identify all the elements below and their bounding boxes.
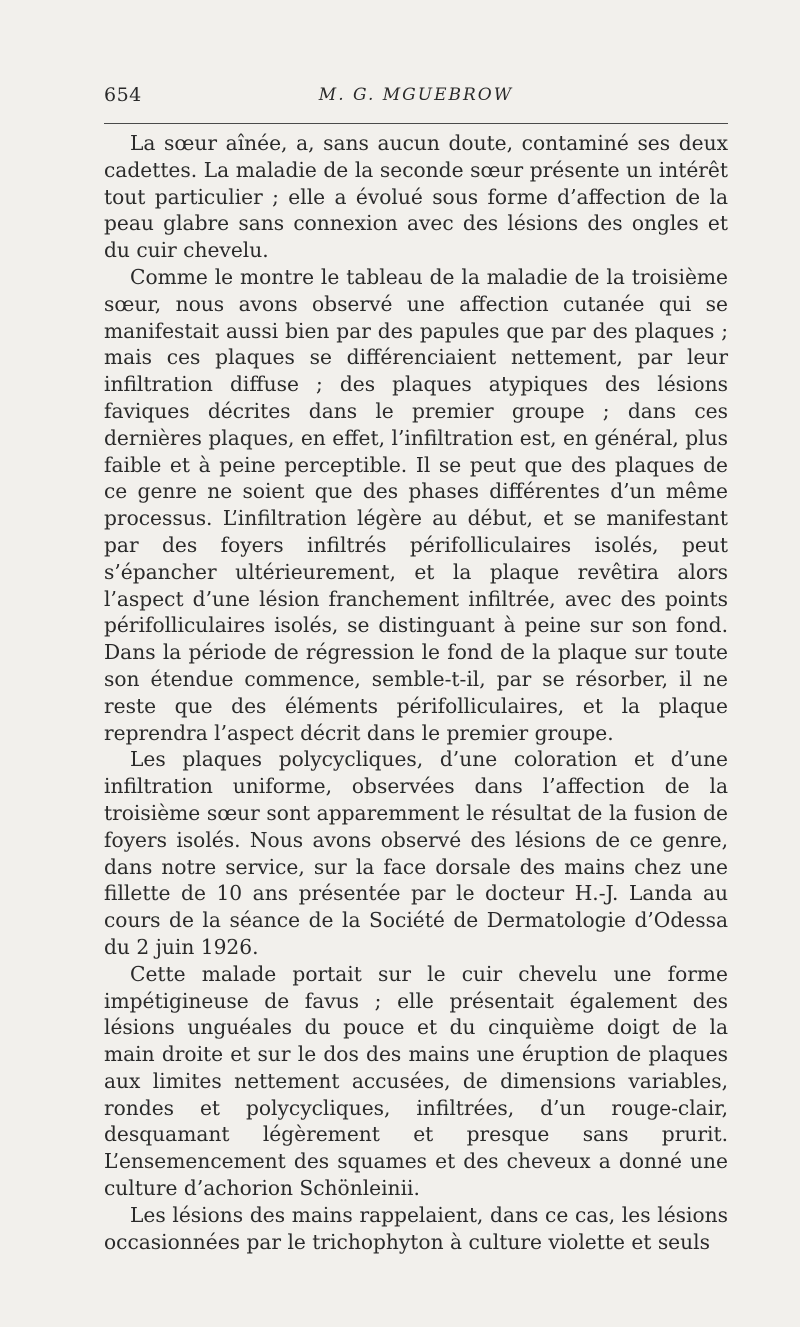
- page-number: 654: [104, 84, 142, 106]
- paragraph: Les lésions des mains rappelaient, dans ce cas, les lésions occasionnées par le trichophyton à culture violette et seuls: [104, 1202, 728, 1254]
- paragraph: Comme le montre le tableau de la maladie de la troisième sœur, nous avons observé une affection cutanée qui se manifestait aussi bien par des papules que par des plaques ; mais ces plaques se différenciaient nettement, par leur infiltration diffuse ; des plaques atypiques des lésions faviques décrites dans le premier groupe ; dans ces dernières plaques, en effet, l’infiltration est, en général, plus faible et à peine perceptible. Il se peut que des plaques de ce genre ne soient que des phases différentes d’un même processus. L’infiltration légère au début, et se manifestant par des foyers infiltrés périfolliculaires isolés, peut s’épancher ultérieurement, et la plaque revêtira alors l’aspect d’une lésion franchement infiltrée, avec des points périfolliculaires isolés, se distinguant à peine sur son fond. Dans la période de régression le fond de la plaque sur toute son étendue commence, semble-t-il, par se résorber, il ne reste que des éléments périfolliculaires, et la plaque reprendra l’aspect décrit dans le premier groupe.: [104, 264, 728, 745]
- paragraph: Cette malade portait sur le cuir chevelu une forme impétigineuse de favus ; elle présentait également des lésions unguéales du pouce et du cinquième doigt de la main droite et sur le dos des mains une éruption de plaques aux limites nettement accusées, de dimensions variables, rondes et polycycliques, infiltrées, d’un rouge-clair, desquamant légèrement et presque sans prurit. L’ensemencement des squames et des cheveux a donné une culture d’achorion Schönleinii.: [104, 961, 728, 1201]
- paragraph: La sœur aînée, a, sans aucun doute, contaminé ses deux cadettes. La maladie de la seconde sœur présente un intérêt tout particulier ; elle a évolué sous forme d’affection de la peau glabre sans connexion avec des lésions des ongles et du cuir chevelu.: [104, 131, 728, 263]
- running-head: M. G. MGUEBROW: [318, 85, 514, 105]
- body-text: [104, 130, 728, 1255]
- page-header: [104, 84, 728, 114]
- header-rule: [104, 123, 728, 124]
- paragraph: Les plaques polycycliques, d’une coloration et d’une infiltration uniforme, observées dans l’affection de la troisième sœur sont apparemment le résultat de la fusion de foyers isolés. Nous avons observé des lésions de ce genre, dans notre service, sur la face dorsale des mains chez une fillette de 10 ans présentée par le docteur H.-J. Landa au cours de la séance de la Société de Dermatologie d’Odessa du 2 juin 1926.: [104, 747, 728, 959]
